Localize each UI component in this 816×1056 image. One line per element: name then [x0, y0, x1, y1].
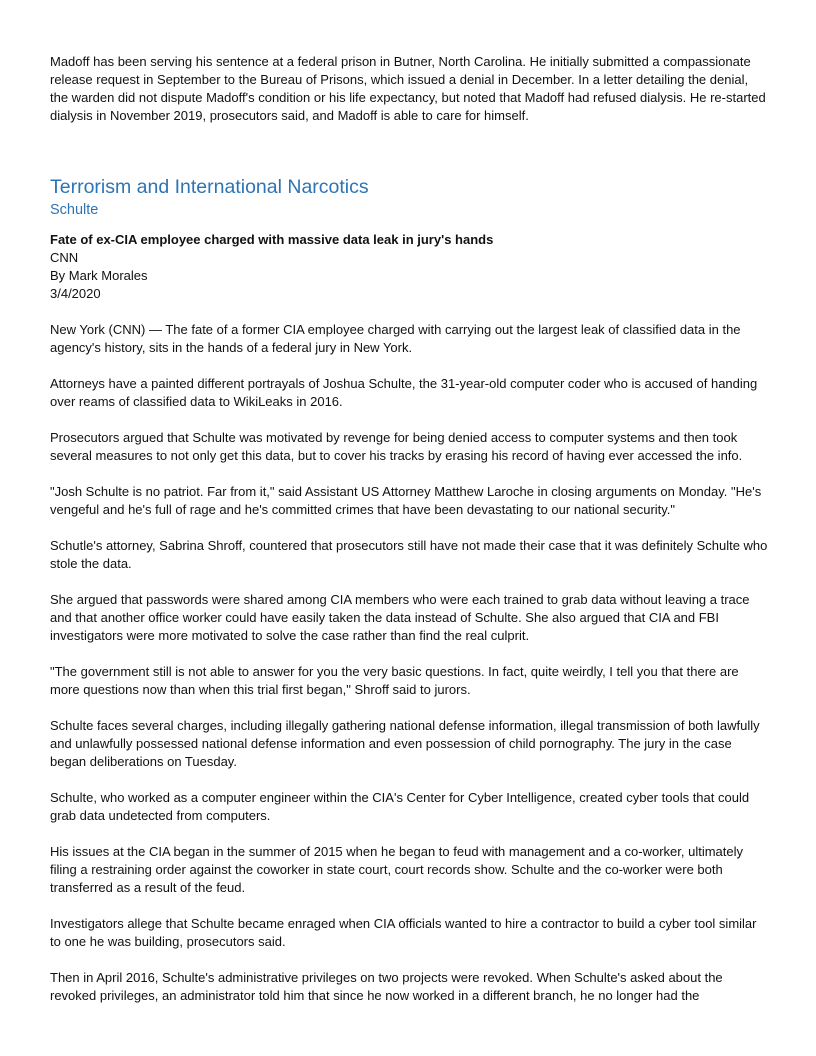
article-paragraph: Then in April 2016, Schulte's administrative privileges on two projects were revoked. When Schulte's asked about the revoked privileges, an administrator told him that since he now worked in a different branch, he no longer had the: [50, 970, 723, 1003]
article-body: [50, 321, 768, 1005]
article-paragraph: His issues at the CIA began in the summer of 2015 when he began to feud with management and a co-worker, ultimately filing a restraining order against the coworker in state court, court records show. Schulte and the co-worker were both transferred as a result of the feud.: [50, 844, 744, 895]
article-paragraph: New York (CNN) — The fate of a former CIA employee charged with carrying out the largest leak of classified data in the agency's history, sits in the hands of a federal jury in New York.: [50, 322, 741, 355]
article-paragraph: "The government still is not able to answer for you the very basic questions. In fact, quite weirdly, I tell you that there are more questions now than when this trial first began," Shroff said to jurors.: [50, 664, 739, 697]
article-paragraph: Investigators allege that Schulte became enraged when CIA officials wanted to hire a contractor to build a cyber tool similar to one he was building, prosecutors said.: [50, 916, 757, 949]
article-paragraph: Attorneys have a painted different portrayals of Joshua Schulte, the 31-year-old computer coder who is accused of handing over reams of classified data to WikiLeaks in 2016.: [50, 376, 758, 409]
article-paragraph: Schulte faces several charges, including illegally gathering national defense information, illegal transmission of both lawfully and unlawfully possessed national defense information and even possession of child pornography. The jury in the case began deliberations on Tuesday.: [50, 718, 760, 769]
article-meta: [50, 231, 768, 303]
article-byline: By Mark Morales: [50, 268, 148, 283]
article-paragraph: Schutle's attorney, Sabrina Shroff, countered that prosecutors still have not made their case that it was definitely Schulte who stole the data.: [50, 538, 768, 571]
article-paragraph: She argued that passwords were shared among CIA members who were each trained to grab data without leaving a trace and that another office worker could have easily taken the data instead of Schulte. She also argued that CIA and FBI investigators were more motivated to solve the case rather than find the real culprit.: [50, 592, 750, 643]
article-paragraph: "Josh Schulte is no patriot. Far from it," said Assistant US Attorney Matthew Laroche in closing arguments on Monday. "He's vengeful and he's full of rage and he's committed crimes that have been devastating to our national security.": [50, 484, 762, 517]
section-title: Terrorism and International Narcotics: [50, 176, 369, 198]
section-subtitle: Schulte: [50, 202, 99, 218]
article-paragraph: Schulte, who worked as a computer engineer within the CIA's Center for Cyber Intelligence, created cyber tools that could grab data undetected from computers.: [50, 790, 750, 823]
article-paragraph: Prosecutors argued that Schulte was motivated by revenge for being denied access to computer systems and then took several measures to not only get this data, but to cover his tracks by erasing his record of having ever accessed the info.: [50, 430, 743, 463]
article-source: CNN: [50, 250, 79, 265]
article-headline: Fate of ex-CIA employee charged with massive data leak in jury's hands: [50, 232, 494, 247]
intro-paragraph: Madoff has been serving his sentence at a federal prison in Butner, North Carolina. He initially submitted a compassionate release request in September to the Bureau of Prisons, which issued a denial in December. In a letter detailing the denial, the warden did not dispute Madoff's condition or his life expectancy, but noted that Madoff had refused dialysis. He re-started dialysis in November 2019, prosecutors said, and Madoff is able to care for himself.: [50, 54, 766, 123]
article-date: 3/4/2020: [50, 286, 101, 301]
document-page: [50, 53, 768, 1005]
